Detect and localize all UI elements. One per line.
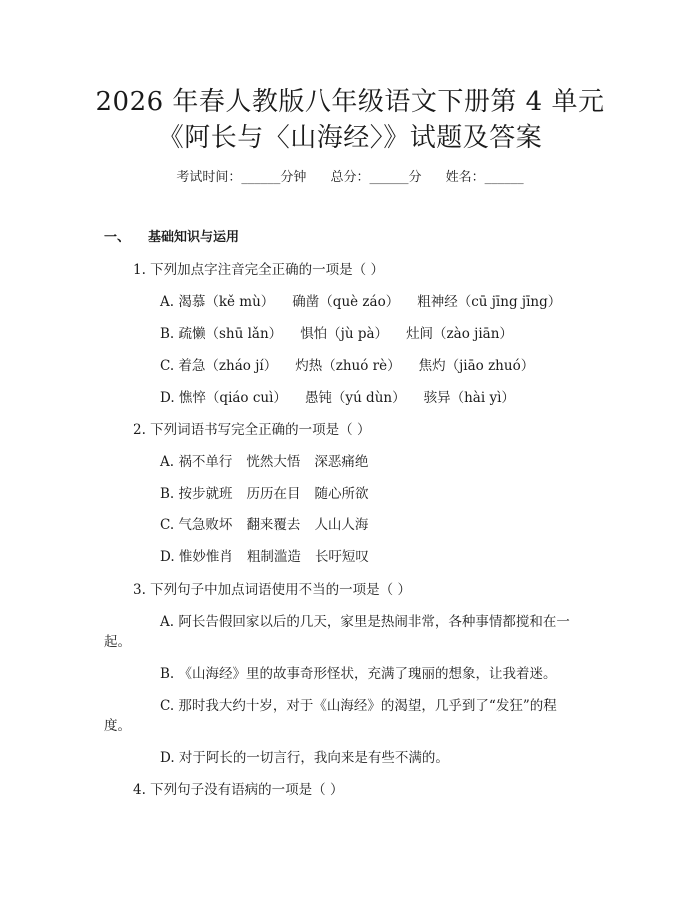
option-text: 惧怕（jù pà）: [300, 326, 389, 342]
exam-time-field: 考试时间：______分钟: [176, 170, 307, 185]
option-text: 粗制滥造: [246, 549, 301, 565]
question-1-option-c: [160, 356, 534, 376]
question-3-option-c-continued: 度。: [104, 718, 131, 734]
option-text: C. 着急（zháo jí）: [160, 358, 278, 374]
option-text: D. 憔悴（qiáo cuì）: [160, 390, 287, 406]
option-text: 人山人海: [314, 517, 369, 533]
option-text: 粗神经（cū jīng jīng）: [417, 294, 562, 310]
question-3-option-b: B. 《山海经》里的故事奇形怪状，充满了瑰丽的想象，让我着迷。: [160, 666, 557, 682]
option-text: 焦灼（jiāo zhuó）: [418, 358, 535, 374]
option-text: 翻来覆去: [246, 517, 301, 533]
question-3-stem: 3. 下列句子中加点词语使用不当的一项是（ ）: [133, 582, 411, 598]
section-number: 一、: [104, 230, 131, 245]
option-text: 愚钝（yú dùn）: [304, 390, 406, 406]
question-3-option-a: A. 阿长告假回家以后的几天，家里是热闹非常，各种事情都搅和在一: [160, 614, 570, 630]
question-3-option-c: C. 那时我大约十岁，对于《山海经》的渴望，几乎到了“发狂”的程: [160, 698, 557, 714]
question-1-option-b: [160, 324, 513, 344]
option-text: A. 渴慕（kě mù）: [160, 294, 275, 310]
question-2-option-d: [160, 547, 369, 567]
question-4-stem: 4. 下列句子没有语病的一项是（ ）: [133, 782, 344, 798]
question-3-option-a-continued: 起。: [104, 634, 131, 650]
question-2-option-c: [160, 515, 368, 535]
option-text: 灼热（zhuó rè）: [295, 358, 401, 374]
option-text: 深恶痛绝: [314, 454, 369, 470]
option-text: A. 祸不单行: [160, 454, 233, 470]
option-text: 长吁短叹: [314, 549, 369, 565]
question-2-stem: 2. 下列词语书写完全正确的一项是（ ）: [133, 422, 371, 438]
option-text: C. 气急败坏: [160, 517, 233, 533]
option-text: B. 疏懒（shū lǎn）: [160, 326, 283, 342]
option-text: D. 惟妙惟肖: [160, 549, 233, 565]
option-text: 灶间（zào jiān）: [406, 326, 513, 342]
question-3-option-d: D. 对于阿长的一切言行，我向来是有些不满的。: [160, 750, 449, 766]
option-text: B. 按步就班: [160, 486, 233, 502]
option-text: 历历在目: [246, 486, 301, 502]
option-text: 确凿（què záo）: [292, 294, 400, 310]
question-1-stem: 1. 下列加点字注音完全正确的一项是（ ）: [133, 262, 384, 278]
option-text: 随心所欲: [314, 486, 369, 502]
question-1-option-a: [160, 292, 561, 312]
section-heading: [104, 228, 239, 248]
name-field: 姓名：______: [445, 170, 524, 185]
section-title: 基础知识与运用: [148, 230, 240, 245]
option-text: 骇异（hài yì）: [423, 390, 515, 406]
exam-title-line2: 《阿长与〈山海经〉》试题及答案: [157, 123, 543, 153]
question-1-option-d: [160, 388, 515, 408]
option-text: 恍然大悟: [246, 454, 301, 470]
exam-title-line1: 2026 年春人教版八年级语文下册第 4 单元: [95, 87, 605, 117]
question-2-option-b: [160, 484, 369, 504]
total-score-field: 总分：______分: [330, 170, 422, 185]
exam-info-row: [0, 169, 700, 187]
question-2-option-a: [160, 452, 368, 472]
